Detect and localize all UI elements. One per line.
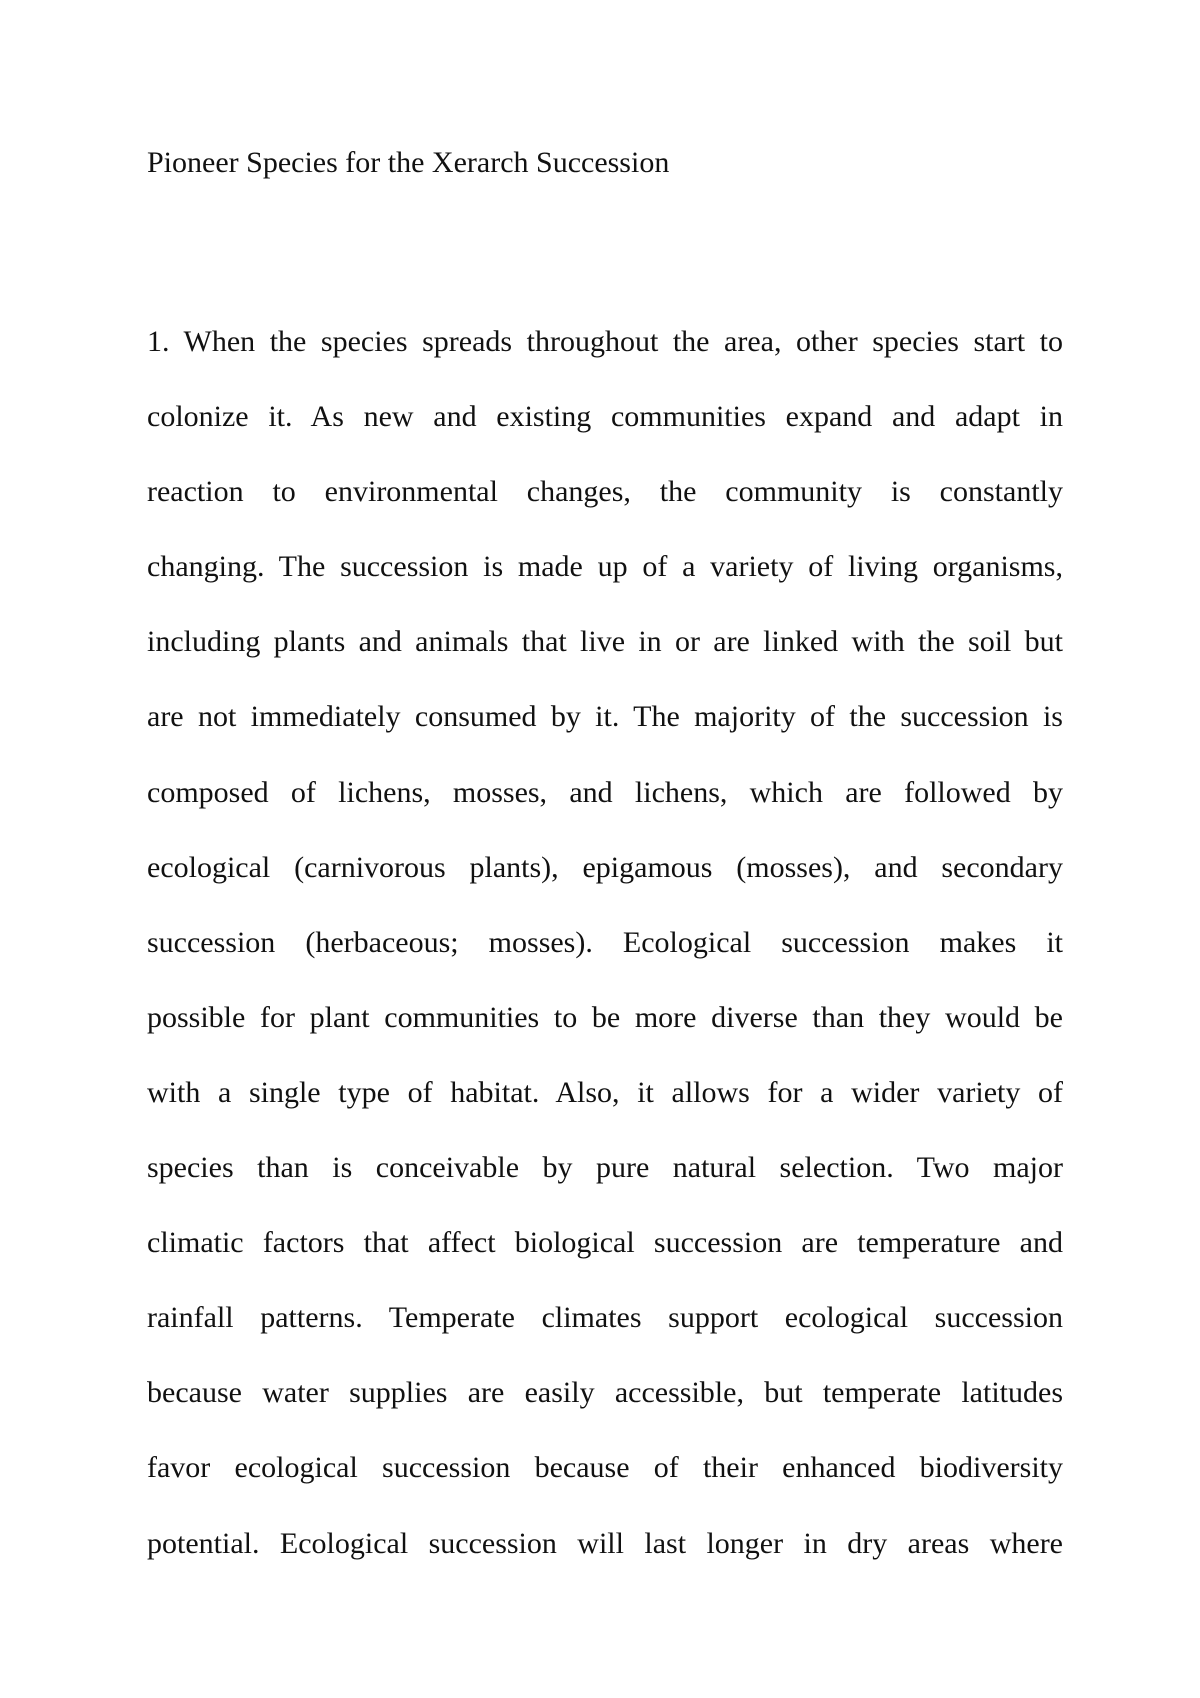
document-body bbox=[147, 140, 1063, 1596]
paragraph-line: including plants and animals that live in or are linked with the soil but bbox=[147, 625, 1063, 659]
paragraph-line: composed of lichens, mosses, and lichens, which are followed by bbox=[147, 775, 1063, 809]
paragraph-line: with a single type of habitat. Also, it allows for a wider variety of bbox=[147, 1075, 1063, 1109]
paragraph-line: changing. The succession is made up of a variety of living organisms, bbox=[147, 550, 1063, 584]
paragraph-line: colonize it. As new and existing communities expand and adapt in bbox=[147, 400, 1063, 434]
paragraph-line: potential. Ecological succession will last longer in dry areas where bbox=[147, 1526, 1063, 1560]
paragraph-line: reaction to environmental changes, the community is constantly bbox=[147, 475, 1063, 509]
paragraph-line: because water supplies are easily accessible, but temperate latitudes bbox=[147, 1376, 1063, 1410]
paragraph-line: are not immediately consumed by it. The majority of the succession is bbox=[147, 700, 1063, 734]
paragraph-line: 1. When the species spreads throughout the area, other species start to bbox=[147, 325, 1063, 358]
paragraph-line: rainfall patterns. Temperate climates support ecological succession bbox=[147, 1301, 1063, 1335]
paragraph-line: favor ecological succession because of their enhanced biodiversity bbox=[147, 1451, 1063, 1485]
paragraph-line: ecological (carnivorous plants), epigamous (mosses), and secondary bbox=[147, 850, 1063, 884]
paragraph-line: possible for plant communities to be more diverse than they would be bbox=[147, 1000, 1063, 1034]
paragraph-1 bbox=[147, 319, 1063, 1596]
document-title: Pioneer Species for the Xerarch Succession bbox=[147, 146, 670, 179]
paragraph-line: succession (herbaceous; mosses). Ecological succession makes it bbox=[147, 925, 1063, 959]
paragraph-line: species than is conceivable by pure natural selection. Two major bbox=[147, 1151, 1063, 1185]
paragraph-line: climatic factors that affect biological succession are temperature and bbox=[147, 1226, 1063, 1260]
